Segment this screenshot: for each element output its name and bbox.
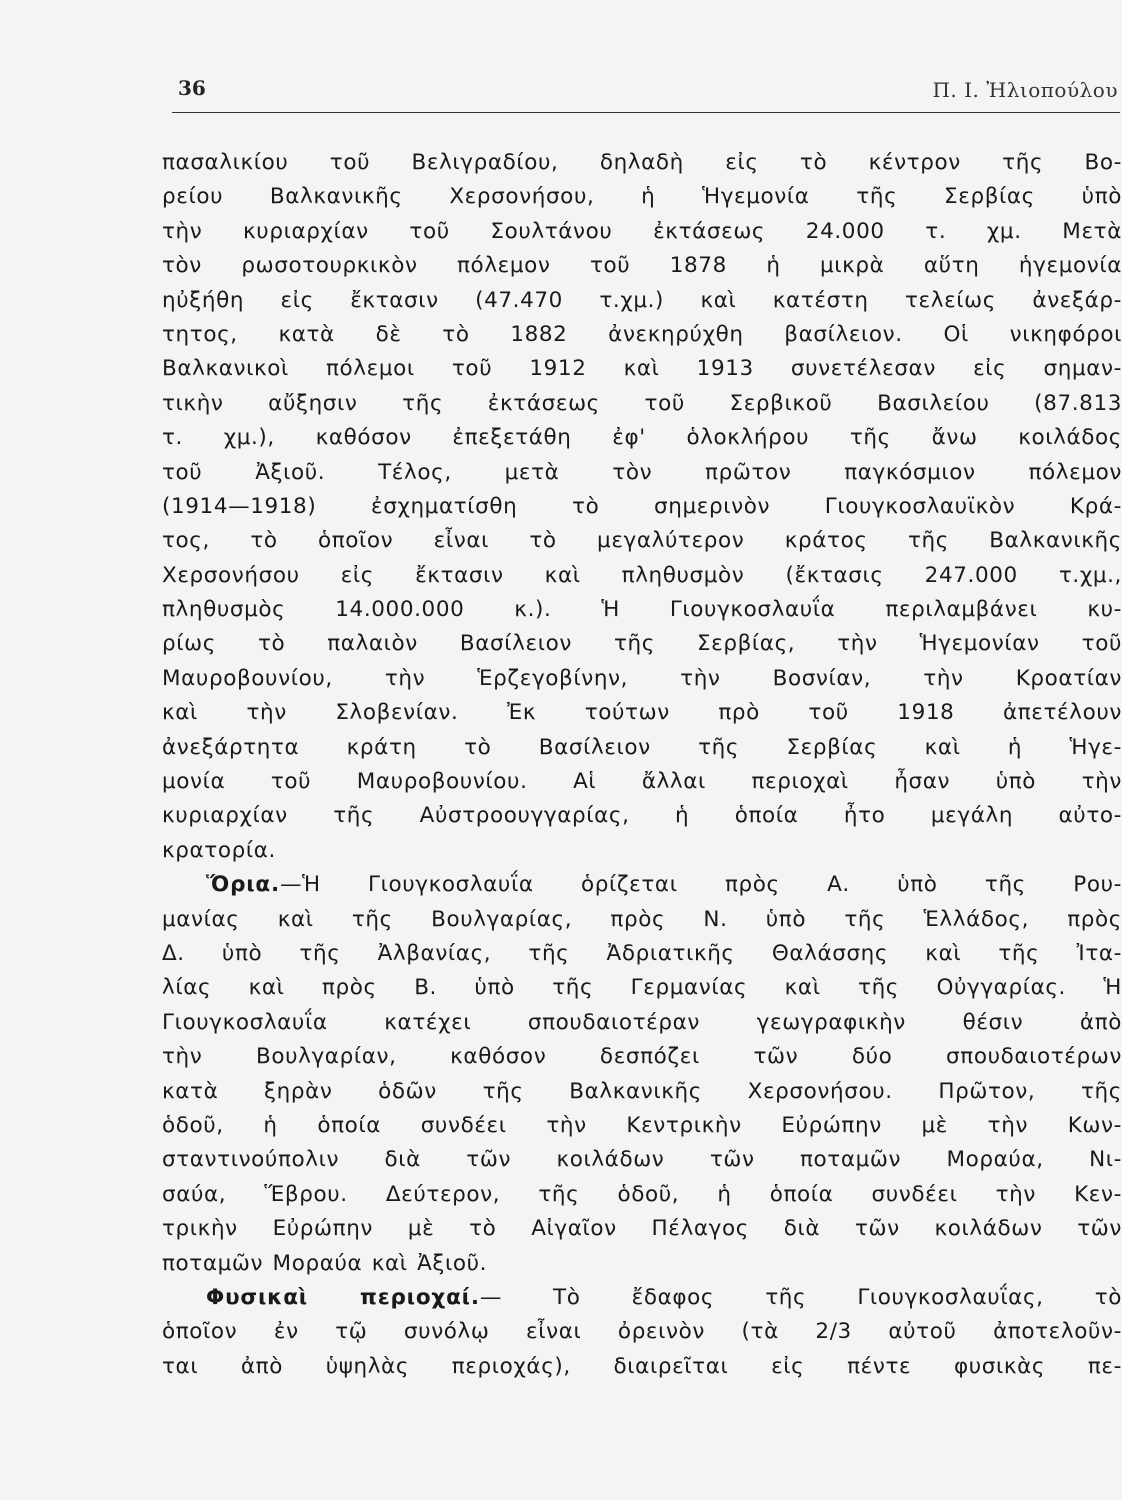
text-line: (1914—1918) ἐσχηματίσθη τὸ σημερινὸν Γιουγκοσλαυϊκὸν Κρά- [162,493,1122,519]
header-rule [172,112,1120,113]
text-line: ἀνεξάρτητα κράτη τὸ Βασίλειον τῆς Σερβίας καὶ ἡ Ἡγε- [162,734,1122,760]
text-line: κυριαρχίαν τῆς Αὐστροουγγαρίας, ἡ ὁποία ἦτο μεγάλη αὐτο- [162,803,1122,829]
text-line: πληθυσμὸς 14.000.000 κ.). Ἡ Γιουγκοσλαυΐα περιλαμβάνει κυ- [162,597,1122,623]
text-span: —Ἡ Γιουγκοσλαυΐα ὁρίζεται πρὸς Α. ὑπὸ τῆς Ρου- [279,872,1122,898]
text-line: τὴν Βουλγαρίαν, καθόσον δεσπόζει τῶν δύο σπουδαιοτέρων [162,1044,1122,1070]
section-first-line [162,868,1122,902]
text-line: τὴν κυριαρχίαν τοῦ Σουλτάνου ἐκτάσεως 24.000 τ. χμ. Μετὰ [162,218,1122,244]
text-line: Δ. ὑπὸ τῆς Ἀλβανίας, τῆς Ἀδριατικῆς Θαλάσσης καὶ τῆς Ἰτα- [162,940,1122,966]
page-header [160,76,1118,106]
text-line: Γιουγκοσλαυΐα κατέχει σπουδαιοτέραν γεωγραφικὴν θέσιν ἀπὸ [162,1009,1122,1035]
page-number: 36 [178,76,206,100]
text-line: Μαυροβουνίου, τὴν Ἑρζεγοβίνην, τὴν Βοσνίαν, τὴν Κροατίαν [162,665,1122,691]
text-line: τὸν ρωσοτουρκικὸν πόλεμον τοῦ 1878 ἡ μικρὰ αὕτη ἡγεμονία [162,253,1122,279]
text-line: ρείου Βαλκανικῆς Χερσονήσου, ἡ Ἡγεμονία τῆς Σερβίας ὑπὸ [162,184,1122,210]
text-line: ὁποῖον ἐν τῷ συνόλῳ εἶναι ὀρεινὸν (τὰ 2/3 αὐτοῦ ἀποτελοῦν- [162,1319,1122,1345]
section-heading-natural-regions: Φυσικαὶ περιοχαί. [206,1284,480,1310]
text-line: κρατορία. [162,837,276,863]
text-span: — Τὸ ἔδαφος τῆς Γιουγκοσλαυΐας, τὸ [479,1284,1122,1310]
text-line: ποταμῶν Μοραύα καὶ Ἀξιοῦ. [162,1250,488,1276]
text-line: Χερσονήσου εἰς ἔκτασιν καὶ πληθυσμὸν (ἔκτασις 247.000 τ.χμ., [162,562,1122,588]
text-line: τοῦ Ἀξιοῦ. Τέλος, μετὰ τὸν πρῶτον παγκόσμιον πόλεμον [162,459,1122,485]
text-line: τρικὴν Εὐρώπην μὲ τὸ Αἰγαῖον Πέλαγος διὰ τῶν κοιλάδων τῶν [162,1216,1122,1242]
text-line: Βαλκανικοὶ πόλεμοι τοῦ 1912 καὶ 1913 συνετέλεσαν εἰς σημαν- [162,356,1122,382]
text-line: πασαλικίου τοῦ Βελιγραδίου, δηλαδὴ εἰς τὸ κέντρον τῆς Βο- [162,150,1122,175]
text-line: καὶ τὴν Σλοβενίαν. Ἐκ τούτων πρὸ τοῦ 1918 ἀπετέλουν [162,700,1122,726]
text-line: τητος, κατὰ δὲ τὸ 1882 ἀνεκηρύχθη βασίλειον. Οἱ νικηφόροι [162,321,1122,347]
text-line: σταντινούπολιν διὰ τῶν κοιλάδων τῶν ποταμῶν Μοραύα, Νι- [162,1147,1122,1173]
running-head: Π. Ι. Ἠλιοπούλου [932,78,1118,102]
text-line: ηὐξήθη εἰς ἔκτασιν (47.470 τ.χμ.) καὶ κατέστη τελείως ἀνεξάρ- [162,287,1122,313]
text-line: τικὴν αὔξησιν τῆς ἐκτάσεως τοῦ Σερβικοῦ Βασιλείου (87.813 [162,390,1122,416]
text-line: λίας καὶ πρὸς Β. ὑπὸ τῆς Γερμανίας καὶ τῆς Οὐγγαρίας. Ἡ [162,975,1122,1001]
text-line: ρίως τὸ παλαιὸν Βασίλειον τῆς Σερβίας, τὴν Ἡγεμονίαν τοῦ [162,631,1122,657]
text-line: κατὰ ξηρὰν ὁδῶν τῆς Βαλκανικῆς Χερσονήσου. Πρῶτον, τῆς [162,1078,1122,1104]
text-line: μονία τοῦ Μαυροβουνίου. Αἱ ἄλλαι περιοχαὶ ἦσαν ὑπὸ τὴν [162,769,1122,795]
text-line: ὁδοῦ, ἡ ὁποία συνδέει τὴν Κεντρικὴν Εὐρώπην μὲ τὴν Κων- [162,1112,1122,1138]
body-text [162,146,1122,1384]
text-line: τ. χμ.), καθόσον ἐπεξετάθη ἐφ' ὁλοκλήρου τῆς ἄνω κοιλάδος [162,425,1122,451]
text-line: τος, τὸ ὁποῖον εἶναι τὸ μεγαλύτερον κράτος τῆς Βαλκανικῆς [162,528,1122,554]
text-line: μανίας καὶ τῆς Βουλγαρίας, πρὸς Ν. ὑπὸ τῆς Ἑλλάδος, πρὸς [162,906,1122,932]
text-line: ται ἀπὸ ὑψηλὰς περιοχάς), διαιρεῖται εἰς πέντε φυσικὰς πε- [162,1353,1122,1379]
section-first-line [162,1281,1122,1315]
text-line: σαύα, Ἕβρου. Δεύτερον, τῆς ὁδοῦ, ἡ ὁποία συνδέει τὴν Κεν- [162,1181,1122,1207]
section-heading-boundaries: Ὅρια. [206,872,280,898]
